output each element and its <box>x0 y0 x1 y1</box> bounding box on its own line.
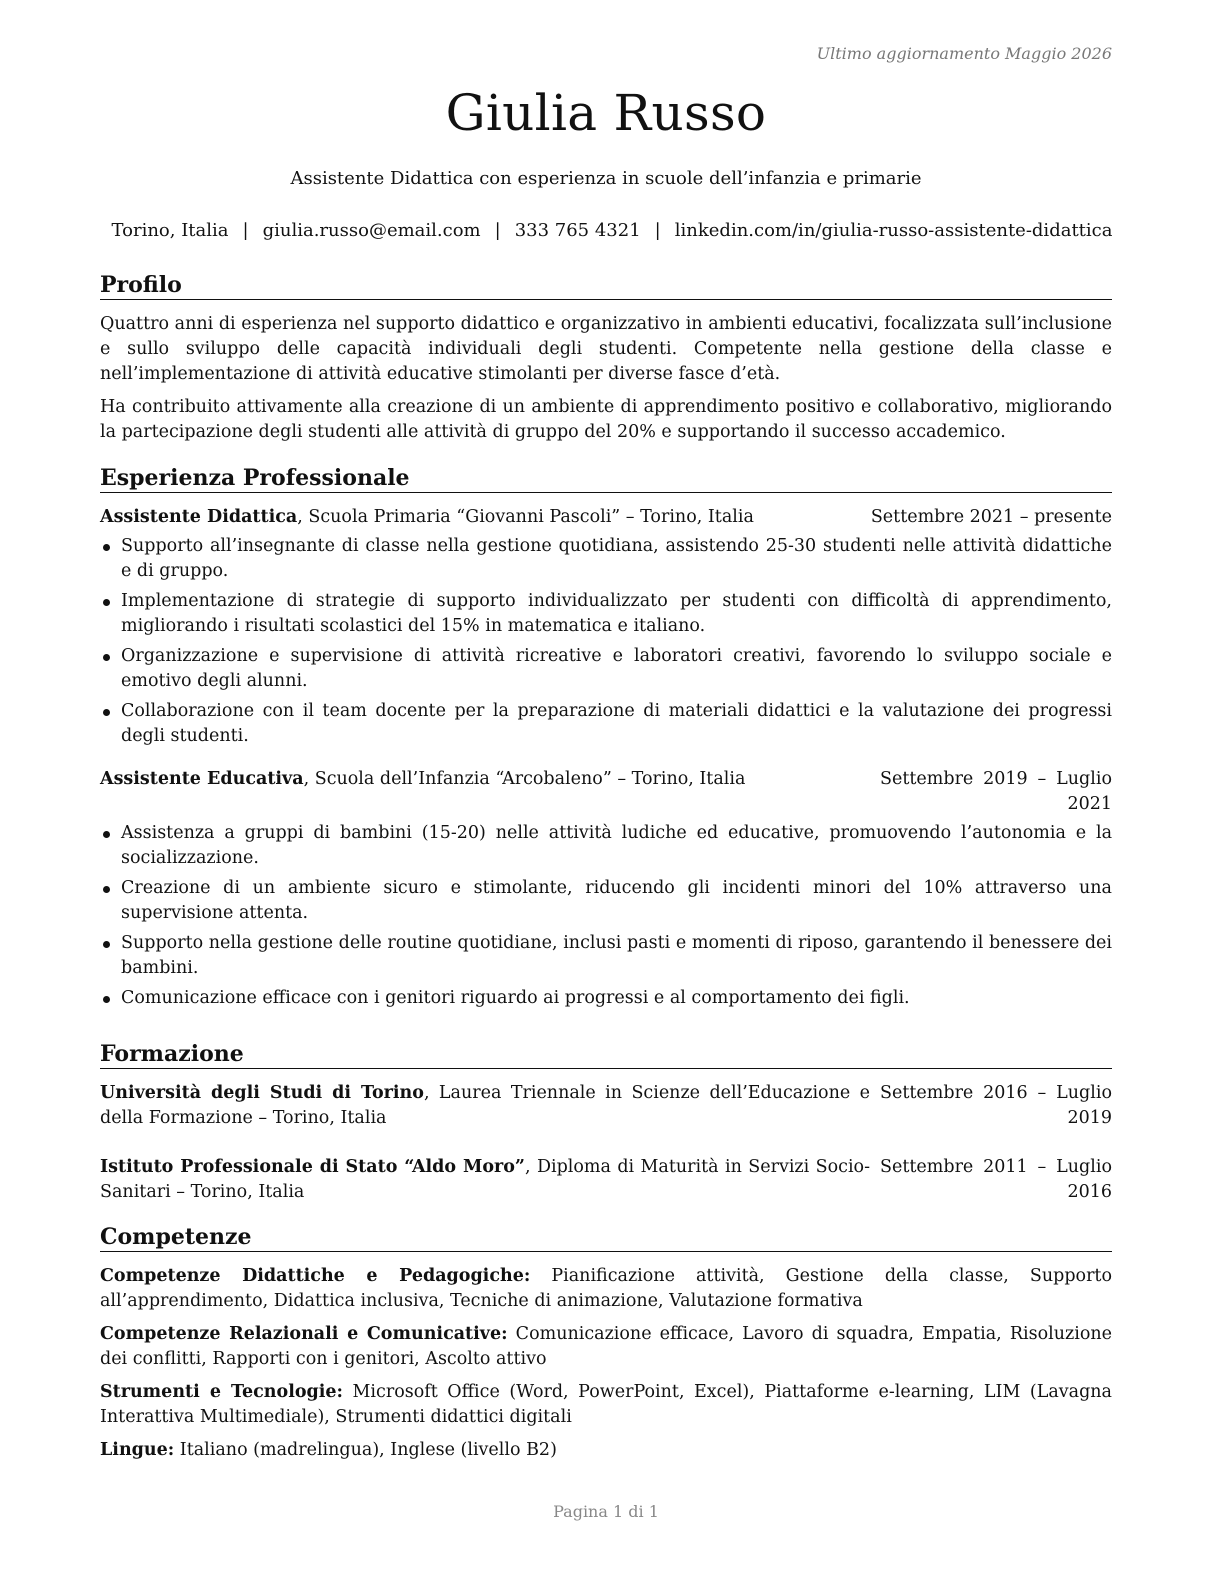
list-item: Organizzazione e supervisione di attività ricreative e laboratori creativi, favorendo lo sviluppo sociale e emotivo degli alunni. <box>100 644 1112 694</box>
job-place: , Scuola Primaria “Giovanni Pascoli” – Torino, Italia <box>297 507 754 527</box>
skill-label: Lingue: <box>100 1440 175 1460</box>
list-item: Supporto nella gestione delle routine quotidiane, inclusi pasti e momenti di riposo, garantendo il benessere dei bambini. <box>100 931 1112 981</box>
skill-text: Pianificazione attività, Gestione della classe, Supporto all’apprendimento, Didattica inclusiva, Tecniche di animazione, Valutazione formativa <box>100 1266 1112 1311</box>
tagline: Assistente Didattica con esperienza in scuole dell’infanzia e primarie <box>290 168 922 189</box>
education-section <box>100 1041 1112 1205</box>
experience-section <box>100 465 1112 1016</box>
contact-separator: | <box>494 220 501 241</box>
education-school: Istituto Professionale di Stato “Aldo Moro” <box>100 1157 525 1177</box>
job-entry <box>100 767 1112 1011</box>
section-title-profile: Profilo <box>100 272 1112 300</box>
job-dates: Settembre 2021 – presente <box>870 507 1112 527</box>
page-number: Pagina 1 di 1 <box>553 1502 659 1521</box>
education-detail: , Laurea Triennale in Scienze dell’Educazione e della Formazione – Torino, Italia <box>100 1083 870 1128</box>
section-title-skills: Competenze <box>100 1224 1112 1252</box>
skill-text: Microsoft Office (Word, PowerPoint, Excel), Piattaforme e-learning, LIM (Lavagna Interattiva Multimediale), Strumenti didattici digitali <box>100 1382 1112 1427</box>
education-dates: Settembre 2016 – Luglio 2019 <box>880 1083 1112 1128</box>
contact-linkedin[interactable]: linkedin.com/in/giulia-russo-assistente-didattica <box>674 220 1113 241</box>
job-bullets <box>100 821 1112 1011</box>
person-name: Giulia Russo <box>445 84 767 142</box>
contact-separator: | <box>654 220 661 241</box>
skill-text: Italiano (madrelingua), Inglese (livello B2) <box>174 1440 557 1460</box>
list-item: Collaborazione con il team docente per la preparazione di materiali didattici e la valutazione dei progressi degli studenti. <box>100 699 1112 749</box>
skill-label: Competenze Didattiche e Pedagogiche: <box>100 1266 531 1286</box>
education-entry <box>100 1081 1112 1131</box>
contact-phone[interactable]: 333 765 4321 <box>514 220 641 241</box>
job-entry <box>100 505 1112 749</box>
skill-item <box>100 1380 1112 1430</box>
skill-item <box>100 1264 1112 1314</box>
contact-line <box>0 220 1224 241</box>
contact-separator: | <box>242 220 249 241</box>
contact-location: Torino, Italia <box>111 220 229 241</box>
section-title-education: Formazione <box>100 1041 1112 1069</box>
job-header <box>100 505 1112 530</box>
skill-item <box>100 1322 1112 1372</box>
contact-email[interactable]: giulia.russo@email.com <box>262 220 481 241</box>
last-updated: Ultimo aggiornamento Maggio 2026 <box>816 44 1112 63</box>
list-item: Implementazione di strategie di supporto individualizzato per studenti con difficoltà di apprendimento, migliorando i risultati scolastici del 15% in matematica e italiano. <box>100 589 1112 639</box>
list-item: Supporto all’insegnante di classe nella gestione quotidiana, assistendo 25-30 studenti nelle attività didattiche e di gruppo. <box>100 534 1112 584</box>
skills-section <box>100 1224 1112 1471</box>
skill-item <box>100 1438 1112 1463</box>
job-place: , Scuola dell’Infanzia “Arcobaleno” – Torino, Italia <box>303 769 746 789</box>
education-dates: Settembre 2011 – Luglio 2016 <box>880 1157 1112 1202</box>
list-item: Comunicazione efficace con i genitori riguardo ai progressi e al comportamento dei figli. <box>100 986 1112 1011</box>
skill-text: Comunicazione efficace, Lavoro di squadra, Empatia, Risoluzione dei conflitti, Rapporti con i genitori, Ascolto attivo <box>100 1324 1112 1369</box>
skill-label: Strumenti e Tecnologie: <box>100 1382 343 1402</box>
list-item: Assistenza a gruppi di bambini (15-20) nelle attività ludiche ed educative, promuovendo l’autonomia e la socializzazione. <box>100 821 1112 871</box>
section-title-experience: Esperienza Professionale <box>100 465 1112 493</box>
profile-paragraph: Ha contribuito attivamente alla creazione di un ambiente di apprendimento positivo e collaborativo, migliorando la partecipazione degli studenti alle attività di gruppo del 20% e supportando il successo accademico. <box>100 397 1112 442</box>
skill-label: Competenze Relazionali e Comunicative: <box>100 1324 508 1344</box>
job-role: Assistente Didattica <box>100 507 298 527</box>
resume-page <box>100 0 1112 1584</box>
job-bullets <box>100 534 1112 749</box>
profile-paragraph: Quattro anni di esperienza nel supporto didattico e organizzativo in ambienti educativi, focalizzata sull’inclusione e sullo sviluppo delle capacità individuali degli studenti. Competente nella gestione della classe e nell’implementazione di attività educative stimolanti per diverse fasce d’età. <box>100 314 1112 384</box>
job-header <box>100 767 1112 817</box>
profile-section <box>100 272 1112 453</box>
education-detail: , Diploma di Maturità in Servizi Socio-Sanitari – Torino, Italia <box>100 1157 871 1202</box>
list-item: Creazione di un ambiente sicuro e stimolante, riducendo gli incidenti minori del 10% attraverso una supervisione attenta. <box>100 876 1112 926</box>
job-dates: Settembre 2019 – Luglio 2021 <box>880 769 1112 814</box>
job-role: Assistente Educativa <box>100 769 304 789</box>
education-entry <box>100 1155 1112 1205</box>
education-school: Università degli Studi di Torino <box>100 1083 424 1103</box>
